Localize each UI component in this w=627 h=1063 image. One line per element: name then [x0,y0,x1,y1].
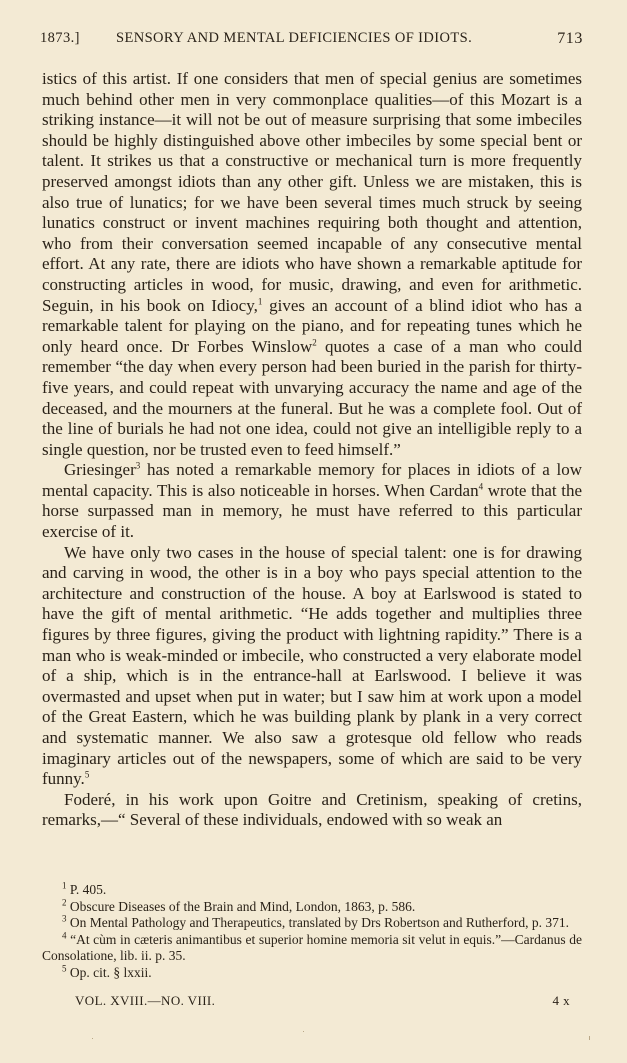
footnote-text: “At cùm in cæteris animantibus et superior homine memoria sit velut in equis.”—Cardanus de Consolatione, lib. ii. p. 35. [42,931,582,964]
footnote [42,932,582,965]
footnote-mark: 5 [62,963,67,974]
paragraph-2 [42,460,582,542]
footnote-text: Obscure Diseases of the Brain and Mind, London, 1863, p. 586. [66,898,416,914]
paragraph-1-text-c: quotes a case of a man who could remember “the day when every person had been buried in the parish for thirty-five years, and could repeat with unvarying accuracy the name and age of the deceased, and the mourners at the funeral. But he was a complete fool. Out of the line of burials he had not one idea, could not give an intelligible reply to a single question, nor be trusted even to feed himself.” [42,336,583,459]
page-footer [75,993,570,1009]
paragraph-2-text-c: wrote that the horse surpassed man in memory, he must have referred to this particular exercise of it. [42,480,583,542]
paragraph-2-text-a: Griesinger [64,460,136,480]
footnote-mark: 4 [62,930,67,941]
body-text [42,69,582,831]
footnote-ref-3: 3 [135,460,141,471]
footnote-text: P. 405. [66,882,107,897]
footnote-text: On Mental Pathology and Therapeutics, translated by Drs Robertson and Rutherford, p. 371. [66,915,570,931]
footnote [42,915,582,932]
paragraph-4 [42,790,582,831]
running-header [40,30,583,54]
footnote [42,965,582,982]
footnote-mark: 2 [62,897,67,908]
paragraph-1 [42,69,582,460]
volume-line: VOL. XVIII.—NO. VIII. [75,993,216,1008]
paragraph-3 [42,543,582,790]
paper-speck [92,1038,93,1039]
paragraph-1-text-b: gives an account of a blind idiot who has a remarkable talent for playing on the piano, and for repeating tunes which he only heard once. Dr Forbes Winslow [42,295,582,356]
paragraph-2-text-b: has noted a remarkable memory for places in idiots of a low mental capacity. This is also noticeable in horses. When Cardan [42,460,582,500]
running-title: SENSORY AND MENTAL DEFICIENCIES OF IDIOTS. [116,30,473,46]
paragraph-4-text-a: Foderé, in his work upon Goitre and Cretinism, speaking of cretins, remarks,—“ Several of these individuals, endowed with so weak an [42,789,582,830]
footnote-mark: 3 [62,913,67,924]
signature-mark: 4 x [552,993,570,1008]
footnote-ref-2: 2 [312,337,317,348]
footnote-ref-4: 4 [478,481,484,492]
paper-speck [303,1031,304,1032]
footnote-ref-1: 1 [257,295,263,306]
footnote [42,899,582,916]
paper-speck [589,1036,590,1040]
header-year: 1873.] [40,30,80,46]
footnote-mark: 1 [62,880,67,891]
footnote-ref-5: 5 [84,769,90,780]
page-number: 713 [557,30,583,47]
footnote [42,882,582,899]
paragraph-1-text-a: istics of this artist. If one considers that men of special genius are sometimes much behind other men in very commonplace qualities—of this Mozart is a striking instance—it will not be out of measure surprising that some imbeciles should be highly distinguished above other imbeciles by some special bent or talent. It strikes us that a constructive or mechanical turn is more frequently preserved amongst idiots than any other gift. Unless we are mistaken, this is also true of lunatics; for we have been several times much struck by seeing lunatics construct or invent machines requiring both thought and attention, who from their conversation seemed incapable of any consecutive mental effort. At any rate, there are idiots who have shown a remarkable aptitude for constructing articles in wood, for music, drawing, and even for arithmetic. Seguin, in his book on Idiocy, [42,69,582,315]
paragraph-3-text-a: We have only two cases in the house of special talent: one is for drawing and carving in wood, the other is in a boy who pays special attention to the architecture and construction of the house. A boy at Earlswood is stated to have the gift of mental arithmetic. “He adds together and multiplies three figures by three figures, giving the product with lightning rapidity.” There is a man who is weak-minded or imbecile, who constructed a very elaborate model of a ship, which is in the entrance-hall at Earlswood. I believe it was overmasted and upset when put in water; but I saw him at work upon a model of the Great Eastern, which he was building plank by plank in a very correct and systematic manner. We also saw a grotesque old fellow who reads imaginary articles out of the newspapers, some of which are said to be very funny. [42,542,582,789]
footnotes [42,882,582,982]
footnote-text: Op. cit. § lxxii. [66,964,152,980]
